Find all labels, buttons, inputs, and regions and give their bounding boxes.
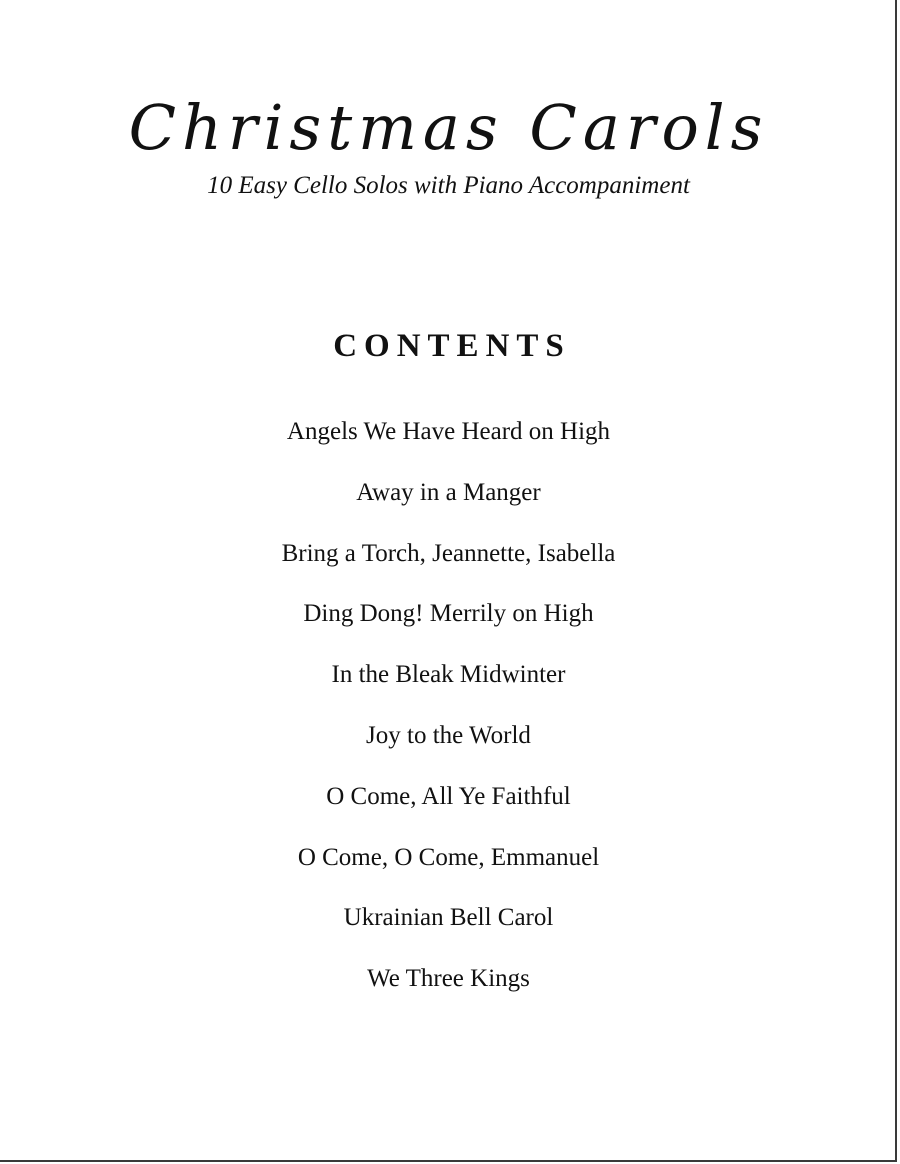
contents-heading: CONTENTS bbox=[333, 328, 571, 364]
contents-item: Joy to the World bbox=[366, 721, 531, 749]
page-title: Christmas Carols bbox=[128, 91, 769, 164]
contents-item: O Come, All Ye Faithful bbox=[326, 782, 571, 810]
contents-item: We Three Kings bbox=[367, 965, 530, 993]
contents-item: In the Bleak Midwinter bbox=[331, 661, 566, 689]
contents-list bbox=[0, 410, 897, 1018]
page-subtitle: 10 Easy Cello Solos with Piano Accompaniment bbox=[207, 172, 690, 199]
contents-item: Ding Dong! Merrily on High bbox=[303, 600, 594, 628]
contents-item: Bring a Torch, Jeannette, Isabella bbox=[281, 539, 616, 567]
contents-item: Ukrainian Bell Carol bbox=[343, 904, 554, 932]
contents-item: Angels We Have Heard on High bbox=[286, 418, 611, 445]
contents-item: Away in a Manger bbox=[356, 478, 541, 506]
contents-item: O Come, O Come, Emmanuel bbox=[297, 843, 600, 871]
